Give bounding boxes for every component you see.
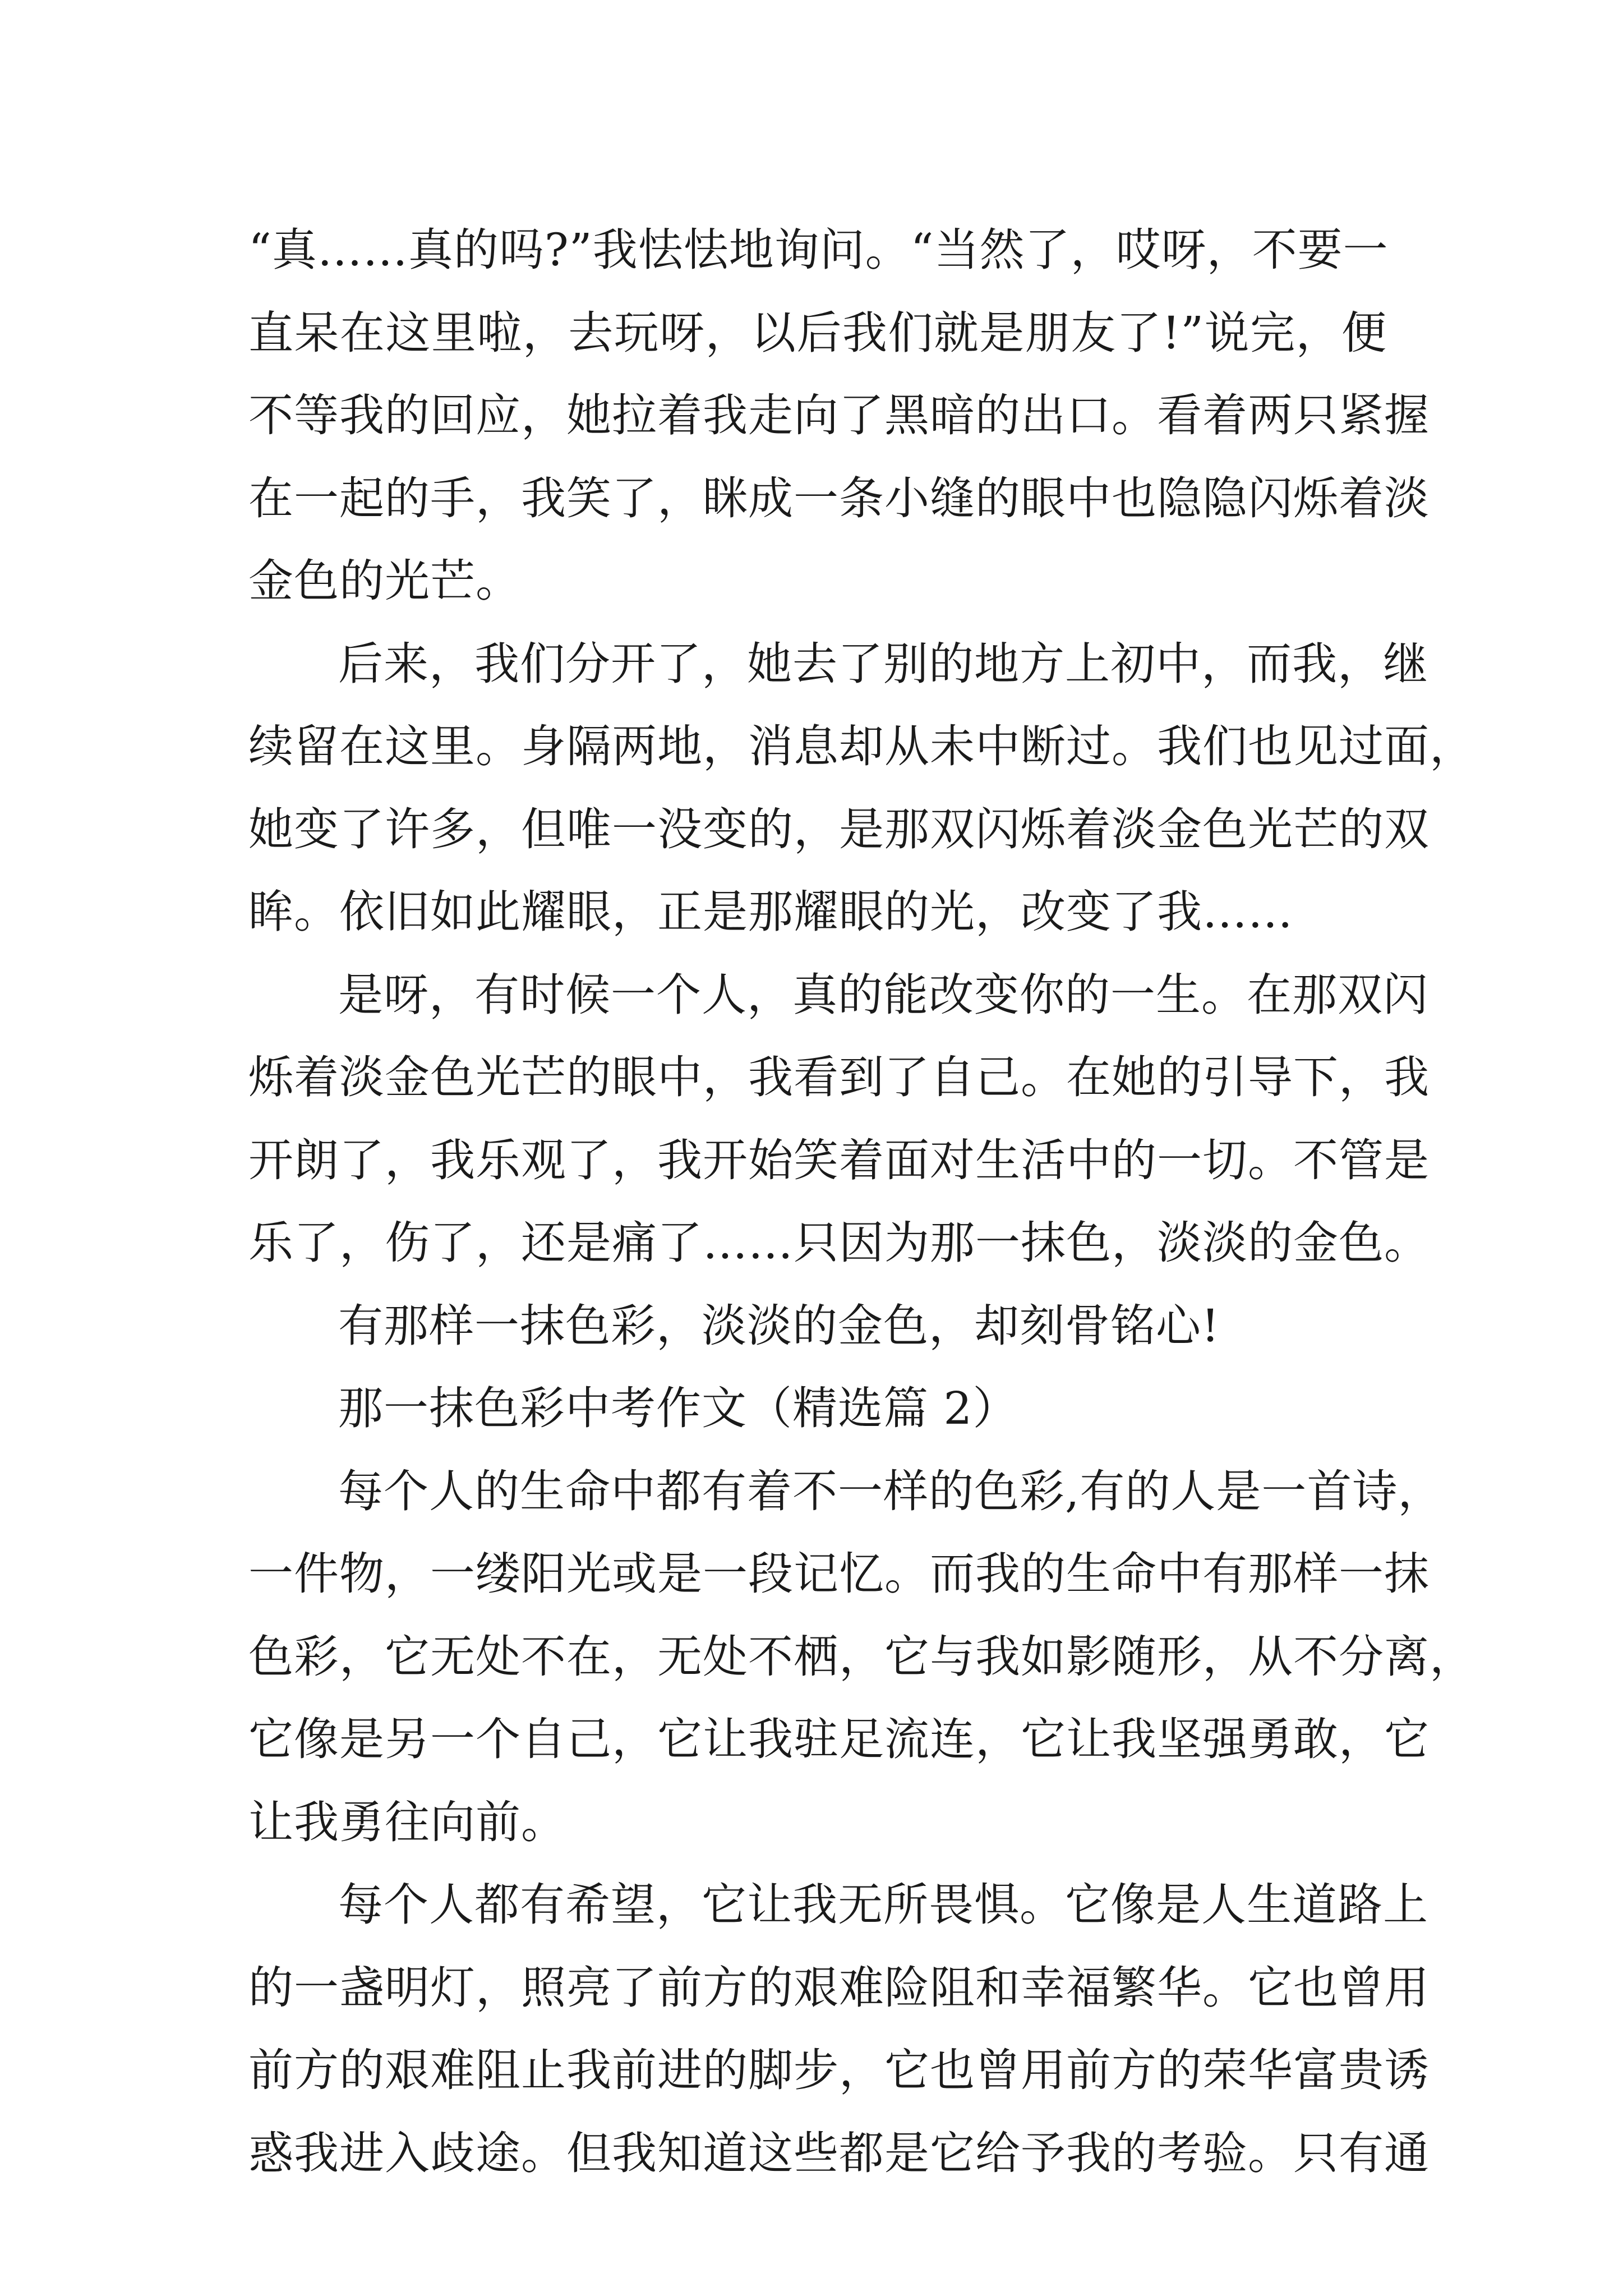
text-line: 的一盏明灯，照亮了前方的艰难险阻和幸福繁华。它也曾用	[248, 1961, 1430, 2014]
text-line: 在一起的手，我笑了，眯成一条小缝的眼中也隐隐闪烁着淡	[248, 472, 1430, 524]
text-line: 有那样一抹色彩，淡淡的金色，却刻骨铭心!	[338, 1299, 1220, 1352]
text-line: 让我勇往向前。	[248, 1796, 566, 1848]
text-line: 每个人的生命中都有着不一样的色彩,有的人是一首诗，	[338, 1465, 1444, 1517]
text-line: 烁着淡金色光芒的眼中，我看到了自己。在她的引导下，我	[248, 1051, 1430, 1103]
text-line: 前方的艰难阻止我前进的脚步，它也曾用前方的荣华富贵诱	[248, 2044, 1430, 2096]
text-line: 直呆在这里啦，去玩呀，以后我们就是朋友了!”说完，便	[248, 306, 1387, 359]
text-line: 一件物，一缕阳光或是一段记忆。而我的生命中有那样一抹	[248, 1548, 1430, 1600]
heading-text: 那一抹色彩中考作文（精选篇 2）	[338, 1382, 1018, 1434]
paragraph	[248, 954, 1430, 1285]
text-line: 她变了许多，但唯一没变的，是那双闪烁着淡金色光芒的双	[248, 803, 1430, 855]
text-line: 后来，我们分开了，她去了别的地方上初中，而我，继	[338, 637, 1428, 690]
section-heading	[248, 1367, 1387, 1450]
text-line: 金色的光芒。	[248, 555, 521, 607]
paragraph	[248, 1285, 1387, 1368]
text-line: 开朗了，我乐观了，我开始笑着面对生活中的一切。不管是	[248, 1134, 1430, 1186]
document-body	[248, 209, 1475, 2194]
text-line: 乐了，伤了，还是痛了……只因为那一抹色，淡淡的金色。	[248, 1217, 1430, 1269]
paragraph	[248, 209, 1430, 623]
text-line: 每个人都有希望，它让我无所畏惧。它像是人生道路上	[338, 1879, 1428, 1931]
text-line: 是呀，有时候一个人，真的能改变你的一生。在那双闪	[338, 968, 1428, 1021]
text-line: 眸。依旧如此耀眼，正是那耀眼的光，改变了我……	[248, 886, 1293, 938]
text-line: 续留在这里。身隔两地，消息却从未中断过。我们也见过面，	[248, 720, 1475, 772]
paragraph	[248, 623, 1475, 954]
text-line: “真……真的吗?”我怯怯地询问。“当然了，哎呀，不要一	[248, 224, 1389, 276]
text-line: 不等我的回应，她拉着我走向了黑暗的出口。看着两只紧握	[248, 389, 1430, 441]
text-line: 它像是另一个自己，它让我驻足流连，它让我坚强勇敢，它	[248, 1713, 1430, 1765]
text-line: 惑我进入歧途。但我知道这些都是它给予我的考验。只有通	[248, 2127, 1430, 2179]
paragraph	[248, 1864, 1430, 2194]
paragraph	[248, 1450, 1475, 1864]
text-line: 色彩，它无处不在，无处不栖，它与我如影随形，从不分离，	[248, 1630, 1475, 1683]
